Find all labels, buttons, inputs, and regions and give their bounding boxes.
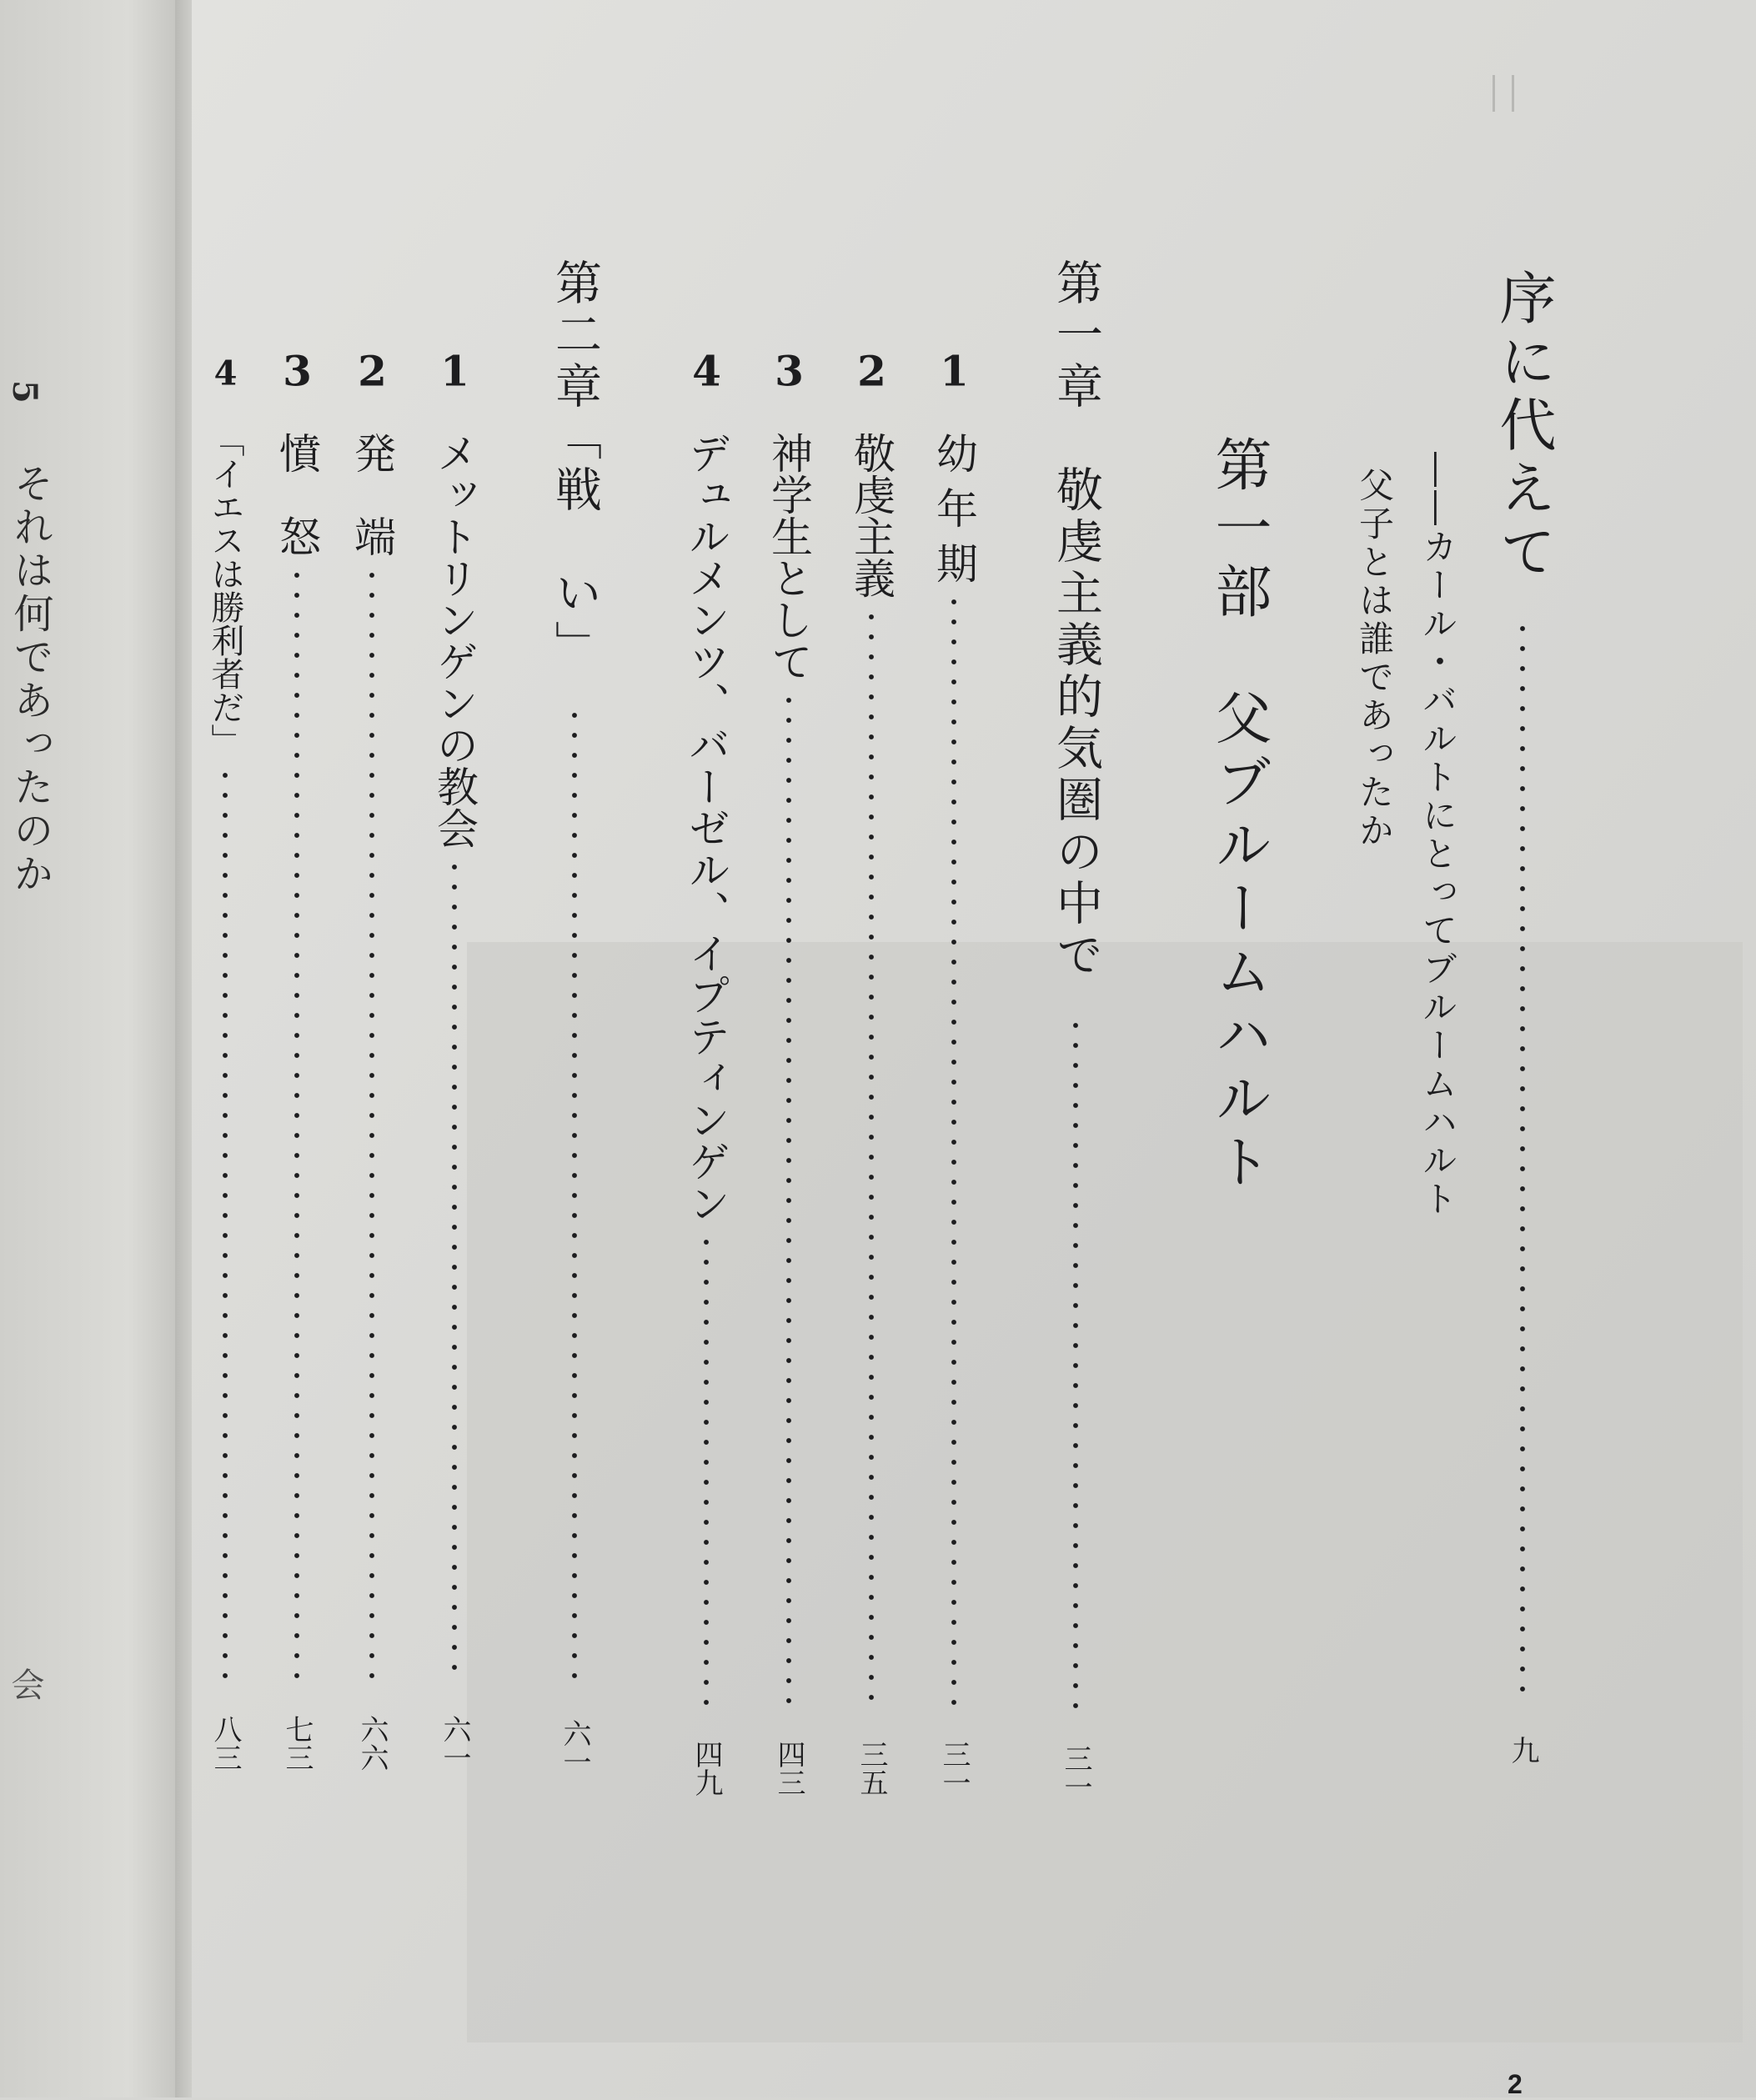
toc-entry-2-1[interactable]	[430, 350, 479, 1772]
preface-title: 序に代えて	[1490, 268, 1556, 585]
leader-dots	[685, 1232, 727, 1710]
page-number: 四九	[690, 1740, 723, 1797]
preface-subtitle-line1	[1417, 452, 1458, 1219]
left-page-text-column	[2, 463, 59, 896]
section-title: メットリンゲンの教会	[430, 432, 479, 849]
toc-entry-1-3[interactable]	[765, 350, 813, 1797]
left-page-text: それは何であったのか	[7, 463, 53, 896]
section-title: 敬虔主義	[847, 432, 896, 599]
leader-dots	[551, 705, 598, 1689]
show-through-image	[467, 942, 1743, 2042]
page-number: 六一	[438, 1715, 471, 1772]
toc-entry-1-2[interactable]	[847, 350, 896, 1797]
chapter1-title: 第一章 敬虔主義的気圏の中で	[1049, 258, 1103, 982]
leader-dots	[434, 857, 475, 1685]
left-page-number-text: 5	[5, 380, 44, 403]
page-number: 八三	[208, 1715, 242, 1772]
section-number: 4	[692, 350, 721, 392]
preface-subtitle-line2	[1354, 467, 1395, 850]
subtitle-line2: 父子とは誰であったか	[1354, 467, 1395, 850]
section-title: 発 端	[348, 432, 396, 557]
left-page-bottom-glyph: 会	[6, 1667, 44, 1701]
section-number: 3	[283, 350, 312, 392]
leader-dots	[768, 690, 810, 1710]
toc-entry-2-2[interactable]	[348, 350, 396, 1772]
section-number: 2	[857, 350, 886, 392]
leader-dots	[208, 765, 242, 1685]
chapter2-title: 第二章「戦 い」	[548, 258, 602, 672]
page-number: 三一	[937, 1740, 971, 1797]
subtitle-dash: ――	[1417, 452, 1458, 529]
page-folio: 2	[1508, 2069, 1523, 2099]
page-number: 三一	[1059, 1744, 1092, 1801]
page-number: 九	[1506, 1736, 1539, 1764]
toc-entry-chapter1[interactable]	[1049, 258, 1103, 1801]
section-number: 3	[775, 350, 804, 392]
section-title: 「イエスは勝利者だ」	[206, 424, 244, 757]
section-title: 憤 怒	[273, 432, 321, 557]
toc-entry-1-1[interactable]	[930, 350, 978, 1797]
page-number: 六六	[355, 1715, 389, 1772]
leader-dots	[933, 592, 975, 1710]
page-number: 四三	[772, 1740, 805, 1797]
section-title: 幼 年 期	[930, 432, 978, 584]
margin-mark	[1493, 75, 1514, 112]
leader-dots	[276, 565, 318, 1685]
part1-heading[interactable]	[1206, 435, 1272, 1195]
toc-entry-2-3[interactable]	[273, 350, 321, 1772]
leader-dots	[351, 565, 393, 1685]
section-number: 1	[940, 350, 969, 392]
toc-entry-chapter2[interactable]	[548, 258, 602, 1776]
leader-dots	[1052, 1015, 1099, 1714]
leader-dots	[1494, 619, 1551, 1706]
section-number: 1	[440, 350, 469, 392]
part1-title: 第一部 父ブルームハルト	[1206, 435, 1272, 1195]
section-title: デュルメンツ、バーゼル、イプティンゲン	[682, 432, 730, 1224]
left-page-bottom	[2, 1667, 49, 1701]
left-page	[0, 0, 183, 2097]
left-page-section-number	[5, 380, 44, 403]
subtitle-line1: カール・バルトにとってブルームハルト	[1417, 529, 1458, 1219]
toc-entry-1-4[interactable]	[682, 350, 730, 1797]
toc-entry-preface[interactable]	[1490, 268, 1556, 1764]
toc-entry-2-4[interactable]	[208, 357, 242, 1772]
section-number: 4	[213, 357, 238, 390]
section-number: 2	[358, 350, 387, 392]
page-number: 三五	[855, 1740, 888, 1797]
page-number: 七三	[280, 1715, 314, 1772]
leader-dots	[850, 607, 892, 1710]
page-number: 六一	[558, 1719, 591, 1776]
section-title: 神学生として	[765, 432, 813, 682]
